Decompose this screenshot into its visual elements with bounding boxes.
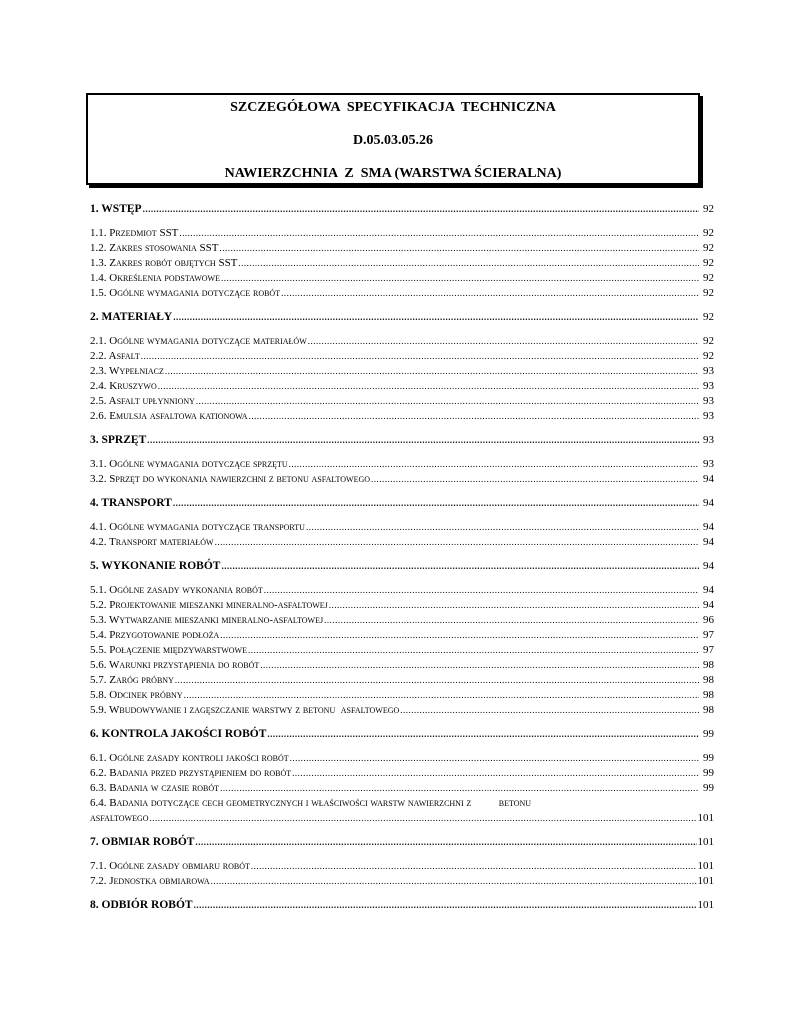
toc-item-6-1[interactable] [90, 751, 714, 766]
toc-section-2[interactable] [90, 310, 714, 325]
toc-label: 6.1. Ogólne zasady kontroli jakości robót [90, 752, 289, 764]
toc-item-6-3[interactable] [90, 781, 714, 796]
toc-section-6[interactable] [90, 727, 714, 742]
toc-page: 92 [703, 335, 714, 347]
toc-item-5-9[interactable] [90, 703, 714, 718]
toc-page: 94 [703, 497, 714, 509]
toc-page: 101 [697, 812, 714, 824]
table-of-contents [90, 200, 714, 922]
toc-page: 94 [703, 536, 714, 548]
toc-item-2-2[interactable] [90, 349, 714, 364]
specification-subject: NAWIERZCHNIA Z SMA (WARSTWA ŚCIERALNA) [224, 166, 562, 181]
toc-page: 94 [703, 599, 714, 611]
toc-item-7-1[interactable] [90, 859, 714, 874]
toc-page: 94 [703, 560, 714, 572]
toc-item-5-6[interactable] [90, 658, 714, 673]
toc-label: 1.4. Określenia podstawowe [90, 272, 220, 284]
toc-label: 3.2. Sprzęt do wykonania nawierzchni z betonu asfaltowego [90, 473, 371, 485]
toc-page: 94 [703, 473, 714, 485]
toc-page: 101 [697, 899, 714, 911]
toc-item-5-8[interactable] [90, 688, 714, 703]
toc-label: 7.2. Jednostka obmiarowa [90, 875, 210, 887]
toc-item-5-2[interactable] [90, 598, 714, 613]
toc-label: 4.1. Ogólne wymagania dotyczące transportu [90, 521, 305, 533]
toc-item-6-4[interactable] [90, 796, 714, 826]
toc-item-2-5[interactable] [90, 394, 714, 409]
toc-section-4[interactable] [90, 496, 714, 511]
toc-page: 99 [703, 728, 714, 740]
title-box [86, 93, 700, 185]
toc-label: 2.3. Wypełniacz [90, 365, 164, 377]
toc-item-5-3[interactable] [90, 613, 714, 628]
toc-label: 5.8. Odcinek próbny [90, 689, 183, 701]
toc-page: 99 [703, 752, 714, 764]
toc-page: 93 [703, 458, 714, 470]
toc-label: 7. OBMIAR ROBÓT [90, 836, 195, 848]
toc-item-4-2[interactable] [90, 535, 714, 550]
toc-page: 92 [703, 257, 714, 269]
toc-label: 4.2. Transport materiałów [90, 536, 214, 548]
toc-item-5-5[interactable] [90, 643, 714, 658]
toc-page: 93 [703, 365, 714, 377]
toc-label: 6.3. Badania w czasie robót [90, 782, 220, 794]
toc-page: 97 [703, 644, 714, 656]
toc-label: 5.5. Połączenie międzywarstwowe [90, 644, 247, 656]
toc-label: 5.2. Projektowanie mieszanki mineralno-asfaltowej [90, 599, 328, 611]
toc-page: 101 [697, 875, 714, 887]
toc-item-3-1[interactable] [90, 457, 714, 472]
toc-page: 92 [703, 203, 714, 215]
toc-page: 93 [703, 434, 714, 446]
toc-item-2-1[interactable] [90, 334, 714, 349]
toc-item-3-2[interactable] [90, 472, 714, 487]
toc-label: 2.1. Ogólne wymagania dotyczące materiałów [90, 335, 307, 347]
toc-page: 99 [703, 767, 714, 779]
toc-label: 5.6. Warunki przystąpienia do robót [90, 659, 260, 671]
toc-page: 92 [703, 311, 714, 323]
toc-item-1-5[interactable] [90, 286, 714, 301]
toc-item-2-6[interactable] [90, 409, 714, 424]
toc-page: 98 [703, 689, 714, 701]
toc-item-5-1[interactable] [90, 583, 714, 598]
toc-label-line1: 6.4. Badania dotyczące cech geometrycznych i właściwości warstw nawierzchni z betonu [90, 797, 532, 809]
toc-page: 101 [697, 860, 714, 872]
toc-page: 98 [703, 659, 714, 671]
toc-page: 93 [703, 395, 714, 407]
toc-page: 97 [703, 629, 714, 641]
specification-code: D.05.03.05.26 [352, 133, 434, 148]
toc-page: 93 [703, 410, 714, 422]
toc-item-1-4[interactable] [90, 271, 714, 286]
toc-label: 2.4. Kruszywo [90, 380, 157, 392]
toc-page: 101 [697, 836, 714, 848]
toc-page: 98 [703, 674, 714, 686]
toc-page: 92 [703, 287, 714, 299]
toc-label: 1.2. Zakres stosowania SST [90, 242, 219, 254]
toc-label: 7.1. Ogólne zasady obmiaru robót [90, 860, 250, 872]
toc-page: 98 [703, 704, 714, 716]
toc-label: 2. MATERIAŁY [90, 311, 173, 323]
toc-item-7-2[interactable] [90, 874, 714, 889]
toc-label: 5.9. Wbudowywanie i zagęszczanie warstwy z betonu asfaltowego [90, 704, 400, 716]
toc-label: 1.1. Przedmiot SST [90, 227, 179, 239]
document-title: SZCZEGÓŁOWA SPECYFIKACJA TECHNICZNA [230, 100, 556, 115]
toc-section-7[interactable] [90, 835, 714, 850]
toc-page: 99 [703, 782, 714, 794]
toc-section-8[interactable] [90, 898, 714, 913]
toc-page: 94 [703, 584, 714, 596]
toc-label: 3.1. Ogólne wymagania dotyczące sprzętu [90, 458, 288, 470]
toc-item-1-2[interactable] [90, 241, 714, 256]
toc-item-6-2[interactable] [90, 766, 714, 781]
toc-label-line2: asfaltowego [90, 812, 149, 824]
toc-item-4-1[interactable] [90, 520, 714, 535]
toc-label: 5. WYKONANIE ROBÓT [90, 560, 221, 572]
toc-item-5-4[interactable] [90, 628, 714, 643]
toc-label: 6.2. Badania przed przystąpieniem do robót [90, 767, 292, 779]
toc-label: 3. SPRZĘT [90, 434, 147, 446]
toc-item-5-7[interactable] [90, 673, 714, 688]
toc-label: 5.4. Przygotowanie podłoża [90, 629, 220, 641]
toc-page: 96 [703, 614, 714, 626]
toc-label: 4. TRANSPORT [90, 497, 172, 509]
toc-item-1-1[interactable] [90, 226, 714, 241]
toc-label: 5.3. Wytwarzanie mieszanki mineralno-asfaltowej [90, 614, 324, 626]
toc-section-5[interactable] [90, 559, 714, 574]
toc-item-1-3[interactable] [90, 256, 714, 271]
toc-page: 94 [703, 521, 714, 533]
toc-label: 2.5. Asfalt upłynniony [90, 395, 195, 407]
toc-page: 92 [703, 227, 714, 239]
toc-section-1[interactable] [90, 202, 714, 217]
toc-label: 5.1. Ogólne zasady wykonania robót [90, 584, 263, 596]
toc-section-3[interactable] [90, 433, 714, 448]
toc-item-2-3[interactable] [90, 364, 714, 379]
toc-label: 2.6. Emulsja asfaltowa kationowa [90, 410, 248, 422]
toc-page: 92 [703, 272, 714, 284]
toc-label: 1. WSTĘP [90, 203, 142, 215]
toc-label: 1.5. Ogólne wymagania dotyczące robót [90, 287, 281, 299]
toc-label: 2.2. Asfalt [90, 350, 140, 362]
toc-page: 93 [703, 380, 714, 392]
toc-page: 92 [703, 242, 714, 254]
toc-label: 6. KONTROLA JAKOŚCI ROBÓT [90, 728, 267, 740]
toc-label: 1.3. Zakres robót objętych SST [90, 257, 238, 269]
toc-item-2-4[interactable] [90, 379, 714, 394]
toc-label: 8. ODBIÓR ROBÓT [90, 899, 193, 911]
toc-label: 5.7. Zaróg próbny [90, 674, 174, 686]
toc-page: 92 [703, 350, 714, 362]
